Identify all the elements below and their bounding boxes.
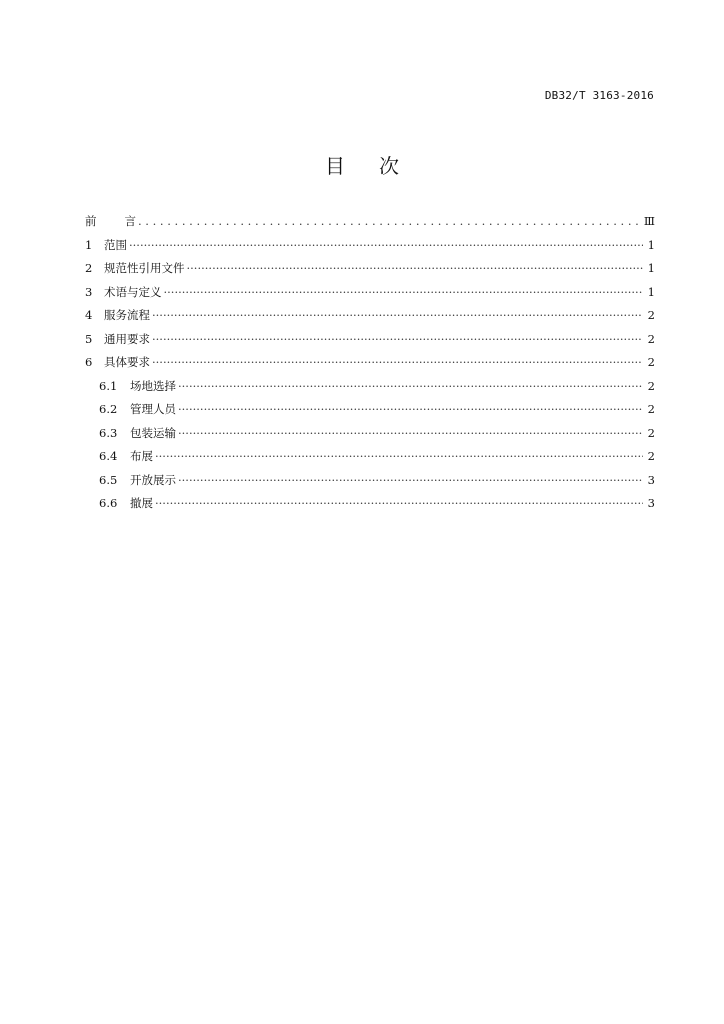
toc-label: 服务流程 [104,308,150,322]
toc-label: 范围 [104,237,127,252]
toc-page-number: Ⅲ [643,214,655,228]
toc-label: 管理人员 [130,402,176,416]
toc-entry[interactable] [85,237,655,261]
toc-number: 6 [85,355,93,369]
toc-page-number: 2 [647,425,655,440]
toc-number: 5 [85,331,93,346]
toc-number: 6.3 [99,425,118,440]
toc-page-number: 3 [647,496,655,510]
toc-page-number: 2 [647,355,655,369]
toc-leader [187,261,644,275]
toc-entry-preface[interactable] [85,213,655,237]
toc-leader [178,426,643,440]
toc-page-number: 2 [647,402,655,416]
toc-subentry[interactable] [85,378,655,402]
toc-leader [155,449,643,463]
document-code: DB32/T 3163-2016 [544,89,654,102]
toc-preface-label-a: 前 [85,214,97,228]
toc-leader [178,473,643,487]
toc-number: 6.2 [99,402,118,416]
toc-subentry[interactable] [85,448,655,472]
toc-entry[interactable] [85,307,655,331]
toc-preface-label-b: 言 [124,214,136,228]
toc-page-number: 3 [647,472,655,487]
toc-page-number: 2 [647,378,655,393]
toc-number: 6.5 [99,472,118,487]
toc-leader [129,238,643,252]
toc-subentry[interactable] [85,401,655,425]
toc-title: 目次 [325,154,433,178]
toc-entry[interactable] [85,331,655,355]
toc-label: 撤展 [130,496,153,510]
toc-leader [178,379,643,393]
toc-subentry[interactable] [85,425,655,449]
toc-page-number: 1 [647,261,655,275]
toc-leader [155,496,643,510]
toc-label: 规范性引用文件 [104,261,185,275]
toc-page-number: 2 [647,449,655,463]
toc-number: 6.4 [99,449,118,463]
toc-leader [152,355,643,369]
toc-page-number: 1 [647,284,655,299]
toc-label: 包装运输 [130,425,176,440]
toc-entry[interactable] [85,260,655,284]
toc-label: 具体要求 [104,355,150,369]
toc-number: 1 [85,237,93,252]
toc-leader [178,402,643,416]
table-of-contents [85,213,655,519]
toc-label: 开放展示 [130,472,176,487]
toc-leader [152,308,643,322]
toc-subentry[interactable] [85,495,655,519]
toc-entry[interactable] [85,354,655,378]
toc-label: 术语与定义 [104,284,162,299]
toc-number: 3 [85,284,93,299]
toc-leader [138,214,642,228]
toc-label: 通用要求 [104,331,150,346]
toc-subentry[interactable] [85,472,655,496]
toc-label: 场地选择 [130,378,176,393]
toc-label: 布展 [130,449,153,463]
toc-entry[interactable] [85,284,655,308]
toc-page-number: 2 [647,331,655,346]
toc-page-number: 2 [647,308,655,322]
toc-number: 6.6 [99,496,118,510]
toc-number: 6.1 [99,378,118,393]
toc-leader [152,332,643,346]
toc-page-number: 1 [647,237,655,252]
toc-leader [164,285,644,299]
toc-number: 2 [85,261,93,275]
toc-number: 4 [85,308,93,322]
